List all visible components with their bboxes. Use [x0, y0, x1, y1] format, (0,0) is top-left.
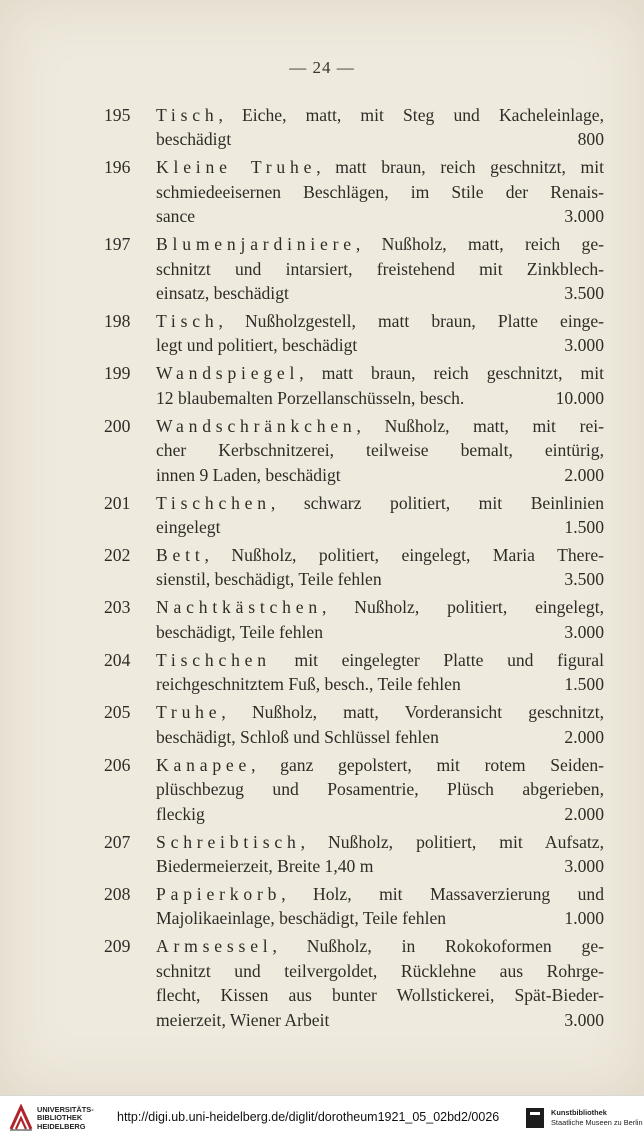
entry-line: [156, 777, 604, 801]
price: 3.000: [564, 855, 604, 876]
catalog-entry: [0, 595, 644, 644]
description-segment: beschädigt, Teile fehlen: [156, 621, 323, 642]
item-keyword: Nachtkästchen: [156, 597, 322, 618]
description-segment: beschädigt: [156, 129, 232, 150]
description-segment: , Nußholz, matt, Vorderansicht geschnitzt,: [221, 702, 604, 723]
description-text: [156, 755, 604, 775]
entry-last-line: [156, 672, 604, 696]
description-text: [156, 884, 604, 904]
price: 2.000: [564, 464, 604, 485]
description-text: [156, 333, 357, 357]
description-segment: reichgeschnitztem Fuß, besch., Teile fehlen: [156, 674, 461, 695]
description-segment: , Eiche, matt, mit Steg und Kacheleinlage,: [218, 105, 604, 125]
viewer-footer: [0, 1095, 644, 1142]
description-segment: , ganz gepolstert, mit rotem Seiden-: [251, 754, 604, 775]
entry-line: [156, 257, 604, 281]
description-segment: , matt braun, reich geschnitzt, mit: [316, 157, 605, 178]
lot-number: 196: [104, 157, 131, 178]
entry-line: [156, 959, 604, 983]
item-keyword: Schreibtisch: [156, 831, 301, 852]
description-segment: , Nußholz, matt, reich ge-: [355, 234, 604, 255]
page-number: — 24 —: [289, 58, 355, 77]
entry-last-line: [156, 854, 604, 878]
item-keyword: Papierkorb: [156, 883, 282, 904]
item-keyword: Tischchen: [156, 492, 271, 513]
entry-last-line: [156, 127, 604, 151]
item-keyword: Tisch: [156, 105, 219, 125]
description-text: [156, 567, 382, 591]
lot-number: 197: [104, 234, 131, 255]
university-library-name: [37, 1106, 94, 1131]
lot-number: 200: [104, 415, 131, 436]
description-text: [156, 1008, 329, 1032]
price: 3.500: [564, 283, 604, 304]
description-segment: , Nußholz, politiert, eingelegt, Maria There-: [204, 545, 604, 566]
entry-line: [156, 491, 604, 515]
item-keyword: Bett: [156, 545, 205, 566]
description-text: [156, 440, 604, 460]
description-segment: innen 9 Laden, beschädigt: [156, 464, 341, 485]
description-text: [156, 493, 604, 513]
entry-last-line: [156, 620, 604, 644]
entry-line: [156, 648, 604, 672]
description-text: [156, 416, 604, 436]
description-text: [156, 961, 604, 981]
catalog-entries: [0, 103, 644, 1036]
entry-last-line: [156, 463, 604, 487]
catalog-entry: [0, 155, 644, 228]
description-text: [156, 182, 604, 202]
description-text: [156, 463, 341, 487]
description-segment: fleckig: [156, 803, 205, 824]
description-text: [156, 832, 604, 852]
catalog-entry: [0, 491, 644, 540]
description-text: [156, 597, 604, 617]
description-segment: schnitzt und intarsiert, freistehend mit Zinkblech-: [156, 258, 604, 279]
lot-number: 195: [104, 105, 131, 125]
description-segment: , Nußholz, in Rokokoformen ge-: [272, 936, 604, 957]
description-segment: flecht, Kissen aus bunter Wollstickerei, Spät-Bieder-: [156, 985, 604, 1006]
description-segment: sienstil, beschädigt, Teile fehlen: [156, 569, 382, 590]
item-keyword: Wandspiegel: [156, 363, 300, 384]
description-text: [156, 545, 604, 565]
entry-line: [156, 180, 604, 204]
entry-line: [156, 830, 604, 854]
description-segment: Biedermeierzeit, Breite 1,40 m: [156, 855, 374, 876]
item-keyword: Blumenjardiniere: [156, 234, 356, 255]
description-segment: Majolikaeinlage, beschädigt, Teile fehlen: [156, 908, 447, 929]
catalog-entry: [0, 414, 644, 487]
description-segment: , Holz, mit Massaverzierung und: [281, 883, 604, 904]
entry-last-line: [156, 515, 604, 539]
description-text: [156, 650, 604, 670]
description-text: [156, 234, 604, 254]
lot-number: 205: [104, 702, 131, 723]
price: 800: [577, 129, 604, 150]
library-line: BIBLIOTHEK: [37, 1113, 83, 1123]
description-text: [156, 936, 604, 956]
description-segment: , Nußholz, politiert, mit Aufsatz,: [300, 831, 604, 852]
entry-last-line: [156, 567, 604, 591]
price: 1.500: [564, 674, 604, 695]
entry-line: [156, 414, 604, 438]
description-text: [156, 725, 439, 749]
entry-line: [156, 103, 604, 127]
description-text: [156, 985, 604, 1005]
lot-number: 202: [104, 545, 131, 566]
entry-line: [156, 543, 604, 567]
description-text: [156, 802, 205, 826]
description-segment: , schwarz politiert, mit Beinlinien: [270, 492, 604, 513]
price: 3.000: [564, 335, 604, 356]
item-keyword: Kleine Truhe: [156, 157, 317, 178]
description-text: [156, 854, 373, 878]
description-text: [156, 779, 604, 799]
kunstbibliothek-name: [551, 1108, 643, 1128]
university-library-logo-icon: [8, 1104, 34, 1132]
description-segment: , Nußholz, politiert, eingelegt,: [321, 597, 604, 618]
lot-number: 203: [104, 597, 131, 618]
description-text: [156, 906, 446, 930]
price: 1.500: [564, 517, 604, 538]
description-text: [156, 127, 231, 151]
description-segment: mit eingelegter Platte und figural: [270, 649, 604, 670]
entry-last-line: [156, 802, 604, 826]
lot-number: 204: [104, 649, 131, 670]
description-segment: schnitzt und teilvergoldet, Rücklehne aus Rohrge-: [156, 960, 604, 981]
description-segment: schmiedeeisernen Beschlägen, im Stile der Renais-: [156, 181, 604, 202]
entry-last-line: [156, 906, 604, 930]
description-text: [156, 386, 464, 410]
lot-number: 206: [104, 754, 131, 775]
description-text: [156, 702, 604, 722]
entry-last-line: [156, 204, 604, 228]
description-segment: , Nußholz, matt, mit rei-: [356, 415, 604, 436]
description-text: [156, 620, 323, 644]
catalog-entry: [0, 830, 644, 879]
description-segment: eingelegt: [156, 517, 221, 538]
entry-line: [156, 934, 604, 958]
description-text: [156, 259, 604, 279]
description-segment: 12 blaubemalten Porzellanschüsseln, besch.: [156, 387, 465, 408]
description-segment: cher Kerbschnitzerei, teilweise bemalt, eintürig,: [156, 440, 604, 461]
lot-number: 209: [104, 936, 131, 957]
entry-line: [156, 753, 604, 777]
catalog-entry: [0, 753, 644, 826]
entry-last-line: [156, 281, 604, 305]
price: 3.500: [564, 569, 604, 590]
entry-line: [156, 882, 604, 906]
catalog-entry: [0, 882, 644, 931]
description-segment: einsatz, beschädigt: [156, 283, 289, 304]
entry-line: [156, 309, 604, 333]
entry-line: [156, 361, 604, 385]
description-text: [156, 363, 604, 383]
lot-number: 199: [104, 363, 131, 384]
catalog-entry: [0, 543, 644, 592]
description-text: [156, 515, 220, 539]
description-text: [156, 204, 195, 228]
description-segment: meierzeit, Wiener Arbeit: [156, 1009, 330, 1030]
description-text: [156, 672, 461, 696]
price: 1.000: [564, 908, 604, 929]
lot-number: 208: [104, 883, 131, 904]
item-keyword: Kanapee: [156, 754, 252, 775]
library-line: HEIDELBERG: [37, 1121, 86, 1131]
lot-number: 201: [104, 492, 131, 513]
entry-line: [156, 983, 604, 1007]
catalog-entry: [0, 361, 644, 410]
description-segment: legt und politiert, beschädigt: [156, 335, 358, 356]
catalog-entry: [0, 103, 644, 152]
description-text: [156, 281, 289, 305]
description-segment: , Nußholzgestell, matt braun, Platte einge-: [218, 311, 604, 332]
price: 2.000: [564, 803, 604, 824]
item-keyword: Armsessel: [156, 936, 273, 957]
item-keyword: Wandschränkchen: [156, 415, 357, 436]
entry-last-line: [156, 386, 604, 410]
entry-last-line: [156, 333, 604, 357]
kunstbibliothek-logo-icon: [524, 1106, 546, 1130]
catalog-entry: [0, 232, 644, 305]
catalog-entry: [0, 309, 644, 358]
catalog-entry: [0, 700, 644, 749]
catalog-entry: [0, 648, 644, 697]
price: 3.000: [564, 1009, 604, 1030]
entry-line: [156, 438, 604, 462]
permalink-url[interactable]: http://digi.ub.uni-heidelberg.de/diglit/dorotheum1921_05_02bd2/0026: [117, 1110, 500, 1124]
price: 2.000: [564, 726, 604, 747]
price: 3.000: [564, 206, 604, 227]
description-text: [156, 311, 604, 331]
kunst-title: Kunstbibliothek: [551, 1108, 607, 1117]
price: 10.000: [555, 387, 604, 408]
description-segment: , matt braun, reich geschnitzt, mit: [299, 363, 604, 384]
kunst-subtitle: Staatliche Museen zu Berlin: [551, 1118, 643, 1127]
entry-line: [156, 155, 604, 179]
description-text: [156, 105, 604, 125]
lot-number: 207: [104, 831, 131, 852]
library-line: UNIVERSITÄTS-: [37, 1105, 94, 1114]
item-keyword: Tisch: [156, 311, 219, 332]
price: 3.000: [564, 621, 604, 642]
entry-line: [156, 232, 604, 256]
entry-line: [156, 595, 604, 619]
description-segment: plüschbezug und Posamentrie, Plüsch abgerieben,: [156, 779, 604, 800]
entry-last-line: [156, 725, 604, 749]
lot-number: 198: [104, 311, 131, 332]
description-text: [156, 157, 604, 177]
item-keyword: Tischchen: [156, 649, 271, 670]
entry-last-line: [156, 1008, 604, 1032]
item-keyword: Truhe: [156, 702, 222, 723]
description-segment: beschädigt, Schloß und Schlüssel fehlen: [156, 726, 439, 747]
description-segment: sance: [156, 206, 196, 227]
entry-line: [156, 700, 604, 724]
catalog-entry: [0, 934, 644, 1032]
